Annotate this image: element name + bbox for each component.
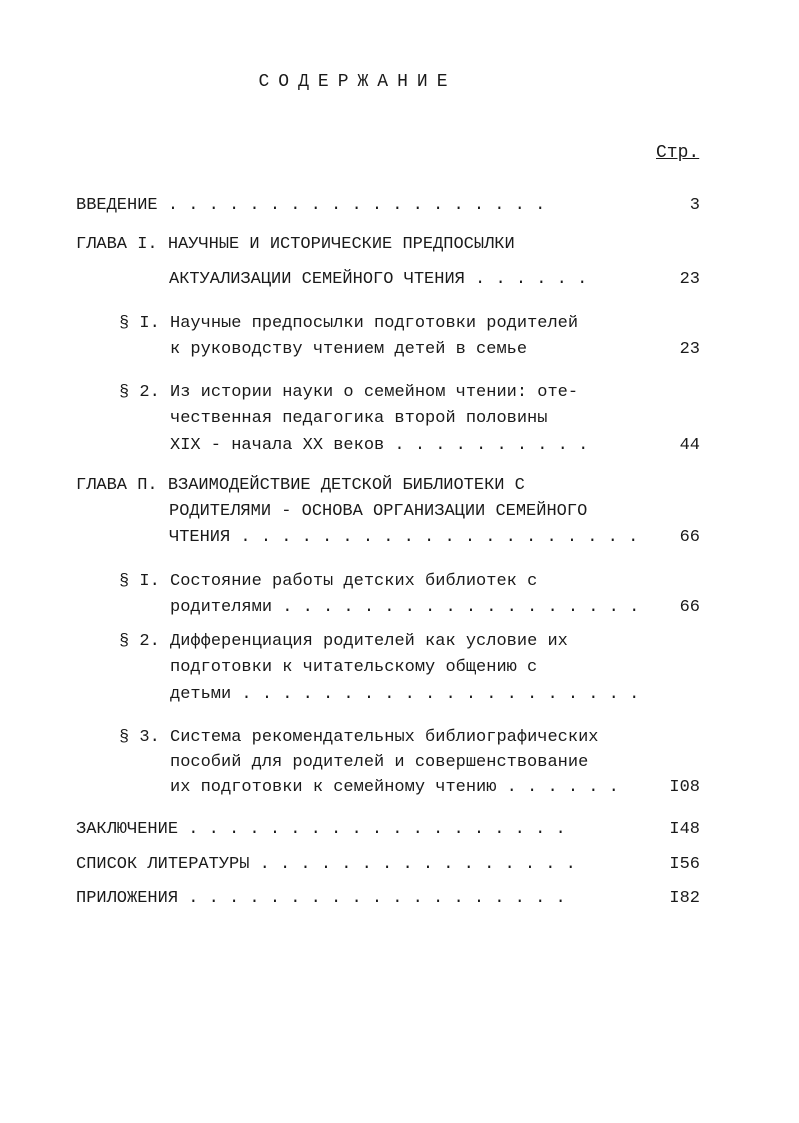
toc-entry-section-2-3[interactable]: § 3. Система рекомендательных библиографических — [119, 728, 599, 747]
toc-page-number: 66 — [679, 528, 700, 547]
page-column-label: Стр. — [656, 143, 700, 163]
toc-entry-section-1-1[interactable]: § I. Научные предпосылки подготовки родителей — [119, 314, 579, 333]
toc-entry-section-1-2[interactable]: § 2. Из истории науки о семейном чтении: оте- — [119, 383, 579, 402]
toc-entry-section-1-1-cont[interactable]: к руководству чтением детей в семье — [170, 340, 528, 359]
toc-entry-section-2-2-cont[interactable]: подготовки к читательскому общению с — [170, 658, 538, 677]
toc-page-number: 3 — [689, 196, 700, 215]
page-title: СОДЕРЖАНИЕ — [258, 72, 457, 92]
toc-entry-section-1-2-cont[interactable]: чественная педагогика второй половины — [170, 409, 548, 428]
toc-entry-bibliography[interactable]: СПИСОК ЛИТЕРАТУРЫ . . . . . . . . . . . . . . . . — [76, 855, 576, 874]
toc-entry-introduction[interactable]: ВВЕДЕНИЕ . . . . . . . . . . . . . . . . . . . — [76, 196, 546, 215]
toc-entry-chapter-1[interactable]: ГЛАВА I. НАУЧНЫЕ И ИСТОРИЧЕСКИЕ ПРЕДПОСЫЛКИ — [76, 235, 515, 254]
toc-page-number: 44 — [679, 436, 700, 455]
toc-entry-chapter-2-cont[interactable]: ЧТЕНИЯ . . . . . . . . . . . . . . . . . . . . — [169, 528, 639, 547]
toc-entry-chapter-2-cont[interactable]: РОДИТЕЛЯМИ - ОСНОВА ОРГАНИЗАЦИИ СЕМЕЙНОГО — [169, 502, 588, 521]
toc-entry-section-1-2-cont[interactable]: XIX - начала XX веков . . . . . . . . . . — [170, 436, 589, 455]
toc-page-number: 66 — [679, 598, 700, 617]
toc-entry-section-2-2[interactable]: § 2. Дифференциация родителей как условие их — [119, 632, 568, 651]
toc-entry-appendices[interactable]: ПРИЛОЖЕНИЯ . . . . . . . . . . . . . . . . . . . — [76, 889, 566, 908]
toc-page-number: I56 — [669, 855, 700, 874]
toc-page-number: I08 — [669, 778, 700, 797]
toc-entry-section-2-3-cont[interactable]: пособий для родителей и совершенствование — [170, 753, 589, 772]
toc-page-number: 23 — [679, 340, 700, 359]
toc-entry-section-2-2-cont[interactable]: детьми . . . . . . . . . . . . . . . . . . . . — [170, 685, 640, 704]
toc-page-number: I82 — [669, 889, 700, 908]
toc-entry-section-2-1-cont[interactable]: родителями . . . . . . . . . . . . . . . . . . — [170, 598, 640, 617]
toc-entry-chapter-2[interactable]: ГЛАВА П. ВЗАИМОДЕЙСТВИЕ ДЕТСКОЙ БИБЛИОТЕКИ С — [76, 476, 525, 495]
toc-entry-chapter-1-cont[interactable]: АКТУАЛИЗАЦИИ СЕМЕЙНОГО ЧТЕНИЯ . . . . . . — [169, 270, 588, 289]
toc-entry-conclusion[interactable]: ЗАКЛЮЧЕНИЕ . . . . . . . . . . . . . . . . . . . — [76, 820, 566, 839]
toc-page-number: 23 — [679, 270, 700, 289]
toc-entry-section-2-1[interactable]: § I. Состояние работы детских библиотек с — [119, 572, 538, 591]
toc-entry-section-2-3-cont[interactable]: их подготовки к семейному чтению . . . . . . — [170, 778, 619, 797]
toc-page-number: I48 — [669, 820, 700, 839]
